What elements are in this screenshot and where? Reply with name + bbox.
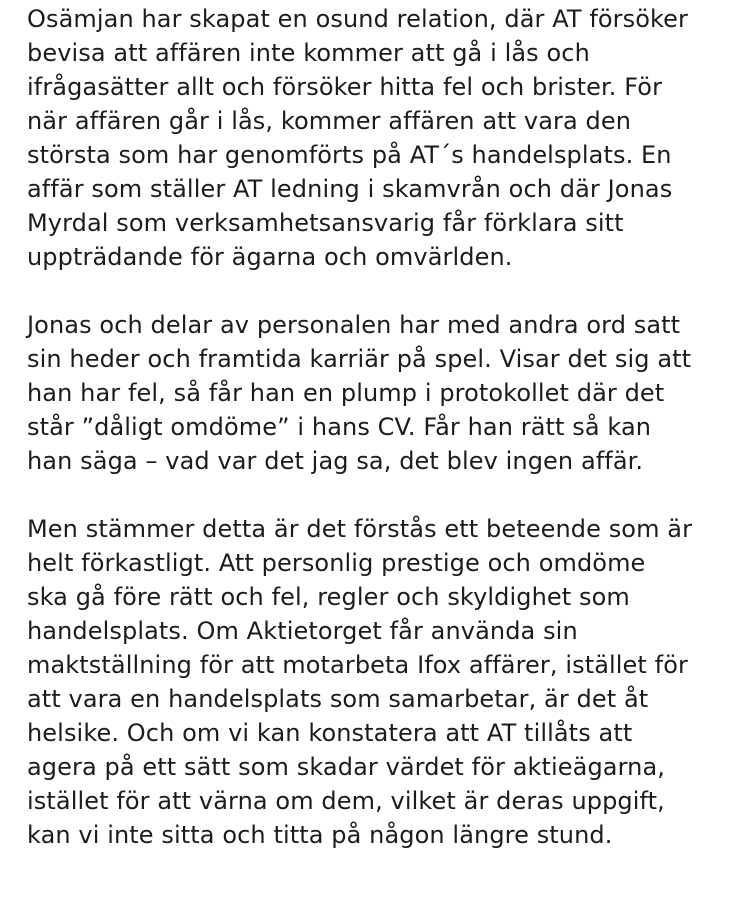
text-line: Myrdal som verksamhetsansvarig får förklara sitt	[27, 209, 624, 237]
text-line: sin heder och framtida karriär på spel. Visar det sig att	[27, 345, 692, 373]
text-line: maktställning för att motarbeta Ifox affärer, istället för	[27, 651, 688, 679]
text-line: står ”dåligt omdöme” i hans CV. Får han rätt så kan	[27, 413, 652, 441]
paragraph-2	[27, 308, 747, 478]
text-line: att vara en handelsplats som samarbetar, är det åt	[27, 685, 649, 713]
text-line: kan vi inte sitta och titta på någon längre stund.	[27, 821, 613, 849]
text-line: Men stämmer detta är det förstås ett beteende som är	[27, 515, 693, 543]
document-body	[27, 2, 747, 886]
text-line: största som har genomförts på AT´s handelsplats. En	[27, 141, 672, 169]
text-line: Jonas och delar av personalen har med andra ord satt	[27, 311, 681, 339]
text-line: ifrågasätter allt och försöker hitta fel och brister. För	[27, 73, 663, 101]
text-line: uppträdande för ägarna och omvärlden.	[27, 243, 513, 271]
text-line: affär som ställer AT ledning i skamvrån och där Jonas	[27, 175, 673, 203]
text-line: Osämjan har skapat en osund relation, där AT försöker	[27, 5, 689, 33]
text-line: istället för att värna om dem, vilket är deras uppgift,	[27, 787, 665, 815]
text-line: handelsplats. Om Aktietorget får använda sin	[27, 617, 578, 645]
text-line: han har fel, så får han en plump i protokollet där det	[27, 379, 665, 407]
text-line: helsike. Och om vi kan konstatera att AT tillåts att	[27, 719, 633, 747]
text-line: han säga – vad var det jag sa, det blev ingen affär.	[27, 447, 644, 475]
text-line: agera på ett sätt som skadar värdet för aktieägarna,	[27, 753, 665, 781]
paragraph-3	[27, 512, 747, 852]
text-line: när affären går i lås, kommer affären att vara den	[27, 107, 632, 135]
text-line: helt förkastligt. Att personlig prestige och omdöme	[27, 549, 646, 577]
paragraph-1	[27, 2, 747, 274]
text-line: ska gå före rätt och fel, regler och skyldighet som	[27, 583, 630, 611]
text-line: bevisa att affären inte kommer att gå i lås och	[27, 39, 590, 67]
